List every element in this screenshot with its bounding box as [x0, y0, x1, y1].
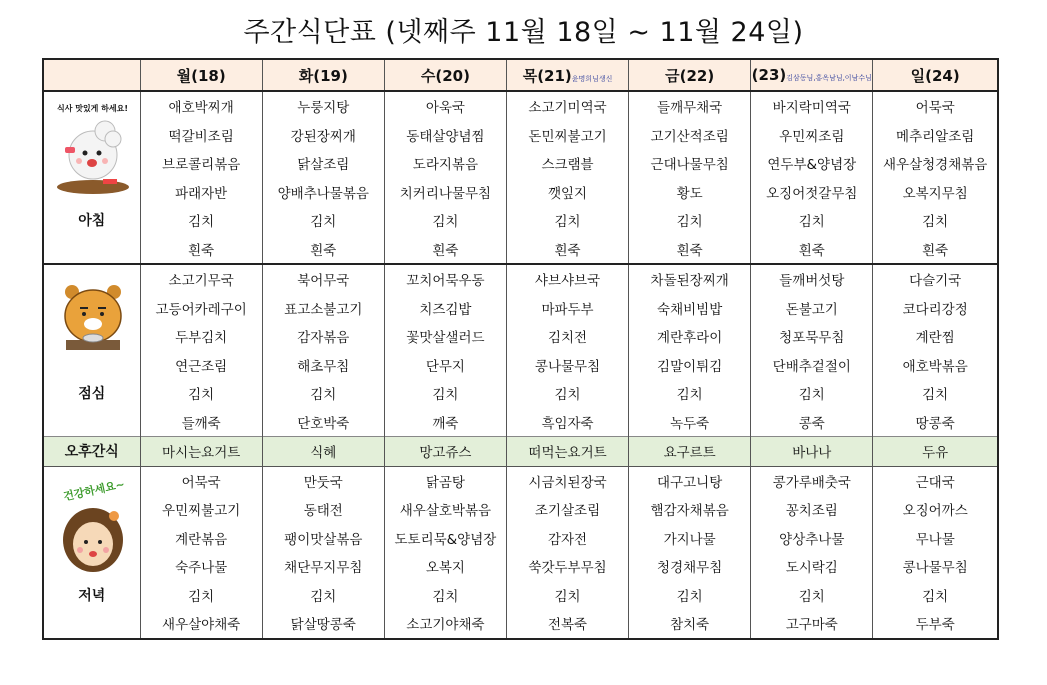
menu-item: 녹두죽	[629, 408, 751, 437]
menu-item: 감자전	[506, 524, 628, 553]
dinner-label: 저녁	[43, 581, 140, 610]
menu-item: 꽁치조림	[751, 495, 873, 524]
snack-item: 마시는요거트	[140, 437, 262, 467]
menu-item: 들깨죽	[140, 408, 262, 437]
menu-item: 청경채무침	[629, 552, 751, 581]
menu-item: 계란찜	[873, 322, 998, 351]
breakfast-row	[43, 206, 998, 235]
menu-item: 흰죽	[629, 235, 751, 265]
menu-item: 단무지	[384, 351, 506, 380]
chef-character-icon	[44, 99, 140, 199]
day-header-row	[43, 59, 998, 91]
menu-item: 김치	[384, 581, 506, 610]
menu-item: 전복죽	[506, 609, 628, 639]
snack-label: 오후간식	[43, 437, 140, 467]
breakfast-row	[43, 121, 998, 150]
menu-item: 김치	[262, 206, 384, 235]
menu-item: 숙주나물	[140, 552, 262, 581]
menu-item: 감자볶음	[262, 322, 384, 351]
menu-item: 오징어까스	[873, 495, 998, 524]
menu-item: 김치	[873, 379, 998, 408]
menu-item: 콩가루배춧국	[751, 466, 873, 495]
menu-item: 소고기미역국	[506, 91, 628, 121]
day-header: 월(18)	[140, 59, 262, 91]
menu-item: 해초무침	[262, 351, 384, 380]
menu-item: 팽이맛살볶음	[262, 524, 384, 553]
menu-item: 김치	[262, 379, 384, 408]
birthday-note: 윤명희님생신	[571, 74, 613, 83]
menu-item: 고기산적조림	[629, 121, 751, 150]
menu-item: 양상추나물	[751, 524, 873, 553]
menu-item: 김말이튀김	[629, 351, 751, 380]
menu-item: 흑임자죽	[506, 408, 628, 437]
menu-item: 대구고니탕	[629, 466, 751, 495]
menu-item: 무나물	[873, 524, 998, 553]
menu-item: 근대국	[873, 466, 998, 495]
day-header: 일(24)	[873, 59, 998, 91]
dinner-icon-cell	[43, 466, 140, 581]
menu-item: 파래자반	[140, 178, 262, 207]
menu-item: 황도	[629, 178, 751, 207]
dinner-row	[43, 552, 998, 581]
dinner-row	[43, 495, 998, 524]
menu-item: 김치	[384, 206, 506, 235]
menu-item: 코다리강정	[873, 294, 998, 323]
menu-item: 스크램블	[506, 149, 628, 178]
sticker-text: 건강하세요~	[62, 477, 126, 503]
menu-item: 고등어카레구이	[140, 294, 262, 323]
menu-item: 김치전	[506, 322, 628, 351]
menu-item: 소고기야채죽	[384, 609, 506, 639]
menu-item: 소고기무국	[140, 264, 262, 294]
snack-row	[43, 437, 998, 467]
menu-item: 콩나물무침	[873, 552, 998, 581]
menu-item: 어묵국	[140, 466, 262, 495]
lion-character-icon	[44, 272, 140, 372]
menu-item: 김치	[873, 581, 998, 610]
menu-item: 치즈김밥	[384, 294, 506, 323]
lunch-row	[43, 379, 998, 408]
breakfast-label-spacer	[43, 235, 140, 265]
breakfast-row	[43, 91, 998, 121]
menu-item: 새우살야채죽	[140, 609, 262, 639]
snack-item: 떠먹는요거트	[506, 437, 628, 467]
birthday-note: 김삼동님,홍옥남님,이남수님	[786, 74, 872, 82]
menu-item: 흰죽	[873, 235, 998, 265]
menu-item: 돈불고기	[751, 294, 873, 323]
menu-item: 마파두부	[506, 294, 628, 323]
menu-item: 땅콩죽	[873, 408, 998, 437]
menu-item: 연근조림	[140, 351, 262, 380]
menu-item: 계란볶음	[140, 524, 262, 553]
sticker-text: 식사 맛있게 하세요!	[56, 104, 129, 113]
girl-character-icon	[44, 474, 140, 574]
menu-item: 김치	[506, 581, 628, 610]
menu-item: 애호박찌개	[140, 91, 262, 121]
day-header: 금(22)	[629, 59, 751, 91]
menu-item: 김치	[751, 581, 873, 610]
menu-item: 시금치된장국	[506, 466, 628, 495]
menu-item: 청포묵무침	[751, 322, 873, 351]
menu-item: 김치	[506, 379, 628, 408]
menu-item: 근대나물무침	[629, 149, 751, 178]
dinner-row	[43, 581, 998, 610]
menu-item: 차돌된장찌개	[629, 264, 751, 294]
menu-item: 오징어젓갈무침	[751, 178, 873, 207]
menu-item: 닭곰탕	[384, 466, 506, 495]
menu-item: 단호박죽	[262, 408, 384, 437]
menu-item: 흰죽	[140, 235, 262, 265]
lunch-label: 점심	[43, 379, 140, 408]
menu-item: 단배추겉절이	[751, 351, 873, 380]
snack-item: 바나나	[751, 437, 873, 467]
menu-item: 브로콜리볶음	[140, 149, 262, 178]
menu-item: 김치	[506, 206, 628, 235]
menu-item: 꽃맛살샐러드	[384, 322, 506, 351]
menu-item: 누룽지탕	[262, 91, 384, 121]
menu-item: 김치	[384, 379, 506, 408]
menu-item: 들깨버섯탕	[751, 264, 873, 294]
menu-item: 새우살청경채볶음	[873, 149, 998, 178]
snack-item: 두유	[873, 437, 998, 467]
menu-item: 메추리알조림	[873, 121, 998, 150]
menu-item: 동태살양념찜	[384, 121, 506, 150]
lunch-label-spacer	[43, 408, 140, 437]
menu-item: 들깨무채국	[629, 91, 751, 121]
lunch-row	[43, 408, 998, 437]
menu-item: 채단무지무침	[262, 552, 384, 581]
menu-item: 오복지	[384, 552, 506, 581]
menu-item: 바지락미역국	[751, 91, 873, 121]
snack-item: 요구르트	[629, 437, 751, 467]
corner-cell	[43, 59, 140, 91]
dinner-row	[43, 524, 998, 553]
menu-item: 김치	[629, 379, 751, 408]
menu-item: 김치	[140, 379, 262, 408]
day-header: 목(21)윤명희님생신	[506, 59, 628, 91]
menu-item: 애호박볶음	[873, 351, 998, 380]
menu-item: 쑥갓두부무침	[506, 552, 628, 581]
menu-item: 도라지볶음	[384, 149, 506, 178]
menu-item: 깨죽	[384, 408, 506, 437]
menu-item: 계란후라이	[629, 322, 751, 351]
weekly-menu-table	[42, 58, 999, 640]
snack-item: 망고쥬스	[384, 437, 506, 467]
menu-item: 김치	[262, 581, 384, 610]
day-header: 수(20)	[384, 59, 506, 91]
dinner-row	[43, 466, 998, 495]
page-title: 주간식단표 (넷째주 11월 18일 ~ 11월 24일)	[243, 17, 804, 48]
menu-item: 새우살호박볶음	[384, 495, 506, 524]
menu-item: 우민찌조림	[751, 121, 873, 150]
breakfast-label: 아침	[43, 206, 140, 235]
menu-item: 닭살조림	[262, 149, 384, 178]
lunch-row	[43, 264, 998, 294]
menu-item: 콩나물무침	[506, 351, 628, 380]
menu-item: 돈민찌불고기	[506, 121, 628, 150]
menu-item: 김치	[629, 206, 751, 235]
menu-item: 가지나물	[629, 524, 751, 553]
menu-item: 참치죽	[629, 609, 751, 639]
menu-item: 어묵국	[873, 91, 998, 121]
lunch-icon-cell	[43, 264, 140, 379]
day-header: (23)김삼동님,홍옥남님,이남수님	[751, 59, 873, 91]
day-header: 화(19)	[262, 59, 384, 91]
menu-item: 햄감자채볶음	[629, 495, 751, 524]
menu-item: 표고소불고기	[262, 294, 384, 323]
menu-item: 고구마죽	[751, 609, 873, 639]
menu-item: 두부김치	[140, 322, 262, 351]
menu-item: 아욱국	[384, 91, 506, 121]
menu-item: 꼬치어묵우동	[384, 264, 506, 294]
menu-item: 북어무국	[262, 264, 384, 294]
snack-item: 식혜	[262, 437, 384, 467]
menu-item: 김치	[751, 379, 873, 408]
lunch-row	[43, 351, 998, 380]
lunch-row	[43, 322, 998, 351]
menu-item: 강된장찌개	[262, 121, 384, 150]
menu-item: 치커리나물무침	[384, 178, 506, 207]
menu-item: 두부죽	[873, 609, 998, 639]
menu-item: 조기살조림	[506, 495, 628, 524]
menu-item: 닭살땅콩죽	[262, 609, 384, 639]
breakfast-row	[43, 178, 998, 207]
menu-item: 샤브샤브국	[506, 264, 628, 294]
menu-item: 김치	[751, 206, 873, 235]
menu-item: 김치	[629, 581, 751, 610]
menu-item: 도시락김	[751, 552, 873, 581]
menu-item: 깻잎지	[506, 178, 628, 207]
breakfast-row	[43, 235, 998, 265]
menu-item: 양배추나물볶음	[262, 178, 384, 207]
menu-item: 김치	[140, 206, 262, 235]
menu-item: 도토리묵&양념장	[384, 524, 506, 553]
menu-item: 흰죽	[751, 235, 873, 265]
menu-item: 콩죽	[751, 408, 873, 437]
menu-item: 김치	[873, 206, 998, 235]
menu-item: 만둣국	[262, 466, 384, 495]
menu-item: 흰죽	[384, 235, 506, 265]
menu-item: 연두부&양념장	[751, 149, 873, 178]
menu-item: 동태전	[262, 495, 384, 524]
dinner-row	[43, 609, 998, 639]
dinner-label-spacer	[43, 609, 140, 639]
breakfast-row	[43, 149, 998, 178]
breakfast-icon-cell	[43, 91, 140, 206]
menu-item: 우민찌불고기	[140, 495, 262, 524]
menu-item: 흰죽	[506, 235, 628, 265]
menu-item: 흰죽	[262, 235, 384, 265]
lunch-row	[43, 294, 998, 323]
menu-item: 김치	[140, 581, 262, 610]
menu-item: 숙채비빔밥	[629, 294, 751, 323]
menu-item: 떡갈비조림	[140, 121, 262, 150]
menu-item: 다슬기국	[873, 264, 998, 294]
menu-item: 오복지무침	[873, 178, 998, 207]
